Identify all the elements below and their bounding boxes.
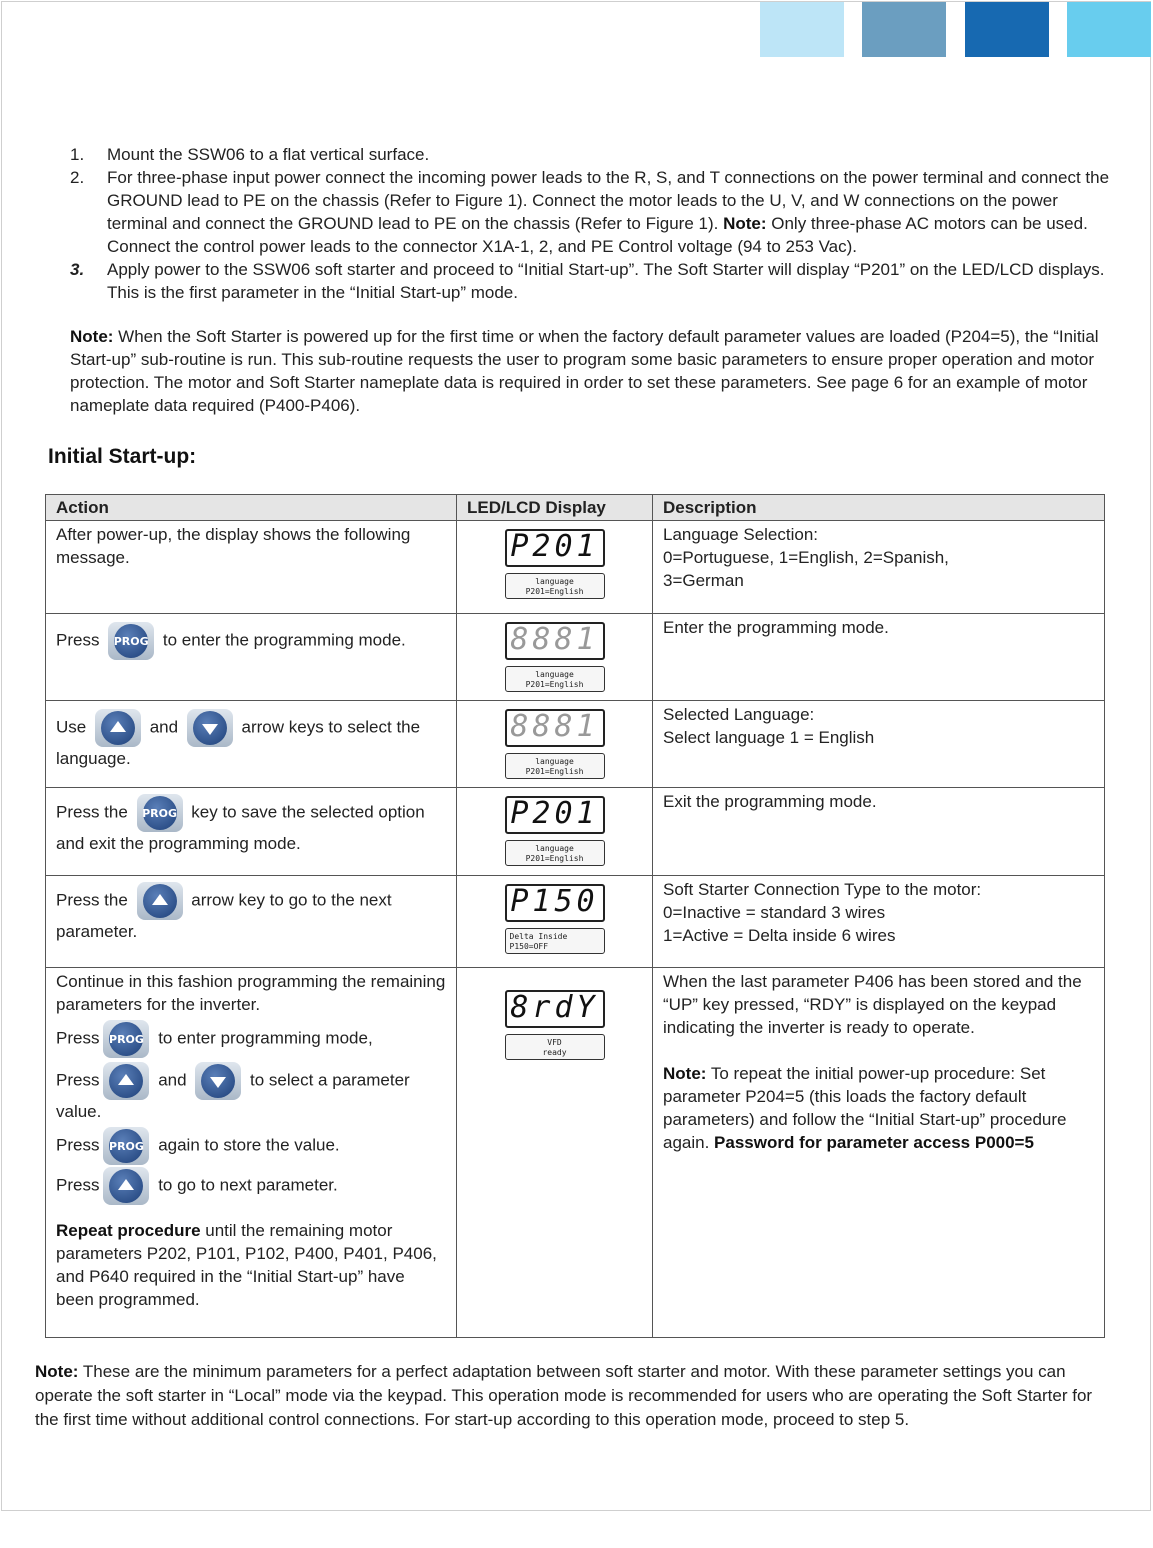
step-number: 3.: [70, 260, 85, 279]
description-line: Soft Starter Connection Type to the motor:: [663, 880, 982, 899]
lcd-line: P201=English: [525, 680, 584, 689]
display-cell: [457, 614, 653, 701]
action-cell: [46, 968, 457, 1338]
led-text: 8rdY: [510, 990, 599, 1025]
action-text: Press the: [56, 890, 133, 910]
action-line: [56, 1127, 446, 1165]
prog-key-label: PROG: [109, 1129, 143, 1163]
action-text: After power-up, the display shows the following message.: [56, 525, 411, 567]
prog-key-label: PROG: [114, 624, 148, 658]
note-label: Note:: [70, 327, 114, 346]
action-text: Use: [56, 717, 91, 737]
description-cell: [653, 614, 1105, 701]
action-cell: [46, 788, 457, 876]
action-text: Press: [56, 1070, 100, 1090]
step-item: [70, 166, 1120, 258]
step-list: [70, 143, 1120, 304]
lcd-display: [505, 840, 605, 866]
step-number: 2.: [70, 168, 85, 187]
note-label: Note:: [35, 1362, 79, 1381]
description-cell: [653, 788, 1105, 876]
lcd-line: P150=OFF: [509, 942, 549, 951]
section-title: Initial Start-up:: [48, 445, 197, 468]
action-line: [56, 1062, 446, 1123]
description-note: [663, 1062, 1094, 1154]
action-text: Press: [56, 1028, 100, 1048]
step-text: For three-phase input power connect the incoming power leads to the R, S, and T connections on the power terminal and connect the GROUND lead to PE on the chassis (Refer to Figure 1). Connect the motor leads to the U, V, and W connections on the power terminal and connect the GROUND lead to PE on the chassis (Refer to Figure 1).: [107, 168, 1110, 233]
lcd-display: [505, 573, 605, 599]
lcd-line: language: [535, 844, 574, 853]
action-text: arrow key to go to the next parameter.: [56, 890, 392, 941]
note-text: When the Soft Starter is powered up for the first time or when the factory default parameter values are loaded (P204=5), the “Initial Start-up” sub-routine is run. This sub-routine requests the user to program some basic parameters to ensure proper operation and motor protection. The motor and Soft Starter nameplate data is required in order to set these parameters. See page 6 for an example of motor nameplate data required (P400-P406).: [70, 327, 1099, 415]
lcd-line: P201=English: [525, 587, 584, 596]
up-arrow-key-icon: [103, 1167, 149, 1205]
description-line: Select language 1 = English: [663, 728, 875, 747]
description-line: Enter the programming mode.: [663, 618, 889, 637]
step-text: Only three-phase AC motors can be used. Connect the control power leads to the connector X1A-1, 2, and PE Control voltage (94 to 253 Vac).: [107, 214, 1088, 256]
action-text: Continue in this fashion programming the remaining parameters for the inverter.: [56, 972, 446, 1014]
description-cell: [653, 876, 1105, 968]
table-row: [46, 968, 1105, 1338]
action-text: Press the: [56, 802, 133, 822]
password-note: Password for parameter access P000=5: [714, 1133, 1034, 1152]
lcd-line: language: [535, 757, 574, 766]
action-text: to enter the programming mode.: [158, 630, 406, 650]
action-text: Press: [56, 1175, 100, 1195]
led-display: 8881: [505, 622, 605, 660]
description-line: 3=German: [663, 571, 744, 590]
description-line: Exit the programming mode.: [663, 792, 877, 811]
led-display: [505, 990, 605, 1028]
prog-key-icon: [137, 794, 183, 832]
header-swatch-1: [760, 2, 844, 57]
header-swatch-4: [1067, 2, 1151, 57]
table-row: [46, 701, 1105, 788]
prog-key-label: PROG: [143, 796, 177, 830]
header-swatch-2: [862, 2, 946, 57]
description-line: 0=Portuguese, 1=English, 2=Spanish,: [663, 548, 949, 567]
note-text: To repeat the initial power-up procedure: Set parameter P204=5 (this loads the factory default parameters) and follow the “Initial Start-up” procedure again.: [663, 1064, 1067, 1152]
step-text: Mount the SSW06 to a flat vertical surface.: [107, 145, 430, 164]
display-cell: [457, 521, 653, 614]
header-action: Action: [46, 495, 457, 521]
note-label: Note:: [723, 214, 767, 233]
description-line: Selected Language:: [663, 705, 815, 724]
action-text: Press: [56, 1135, 100, 1155]
table-row: [46, 876, 1105, 968]
action-cell: [46, 701, 457, 788]
startup-table: [45, 494, 1105, 1338]
action-text: key to save the selected option and exit the programming mode.: [56, 802, 425, 853]
up-arrow-key-icon: [137, 882, 183, 920]
table-row: [46, 521, 1105, 614]
lcd-line: Delta Inside: [509, 932, 568, 941]
action-cell: [46, 614, 457, 701]
action-text: and: [144, 717, 183, 737]
display-cell: [457, 968, 653, 1338]
description-cell: [653, 701, 1105, 788]
table-header-row: [46, 495, 1105, 521]
table-row: [46, 614, 1105, 701]
display-cell: [457, 788, 653, 876]
display-cell: [457, 876, 653, 968]
header-description: Description: [653, 495, 1105, 521]
intro-note: [70, 325, 1120, 417]
note-label: Note:: [663, 1064, 707, 1083]
up-arrow-key-icon: [95, 709, 141, 747]
description-cell: [653, 521, 1105, 614]
description-line: 0=Inactive = standard 3 wires: [663, 903, 886, 922]
action-line: [56, 1020, 446, 1058]
led-display: P201: [505, 796, 605, 834]
action-text: to go to next parameter.: [153, 1175, 338, 1195]
action-text: arrow keys to select the language.: [56, 717, 421, 768]
action-text: to select a parameter value.: [56, 1070, 410, 1121]
led-display: P150: [505, 884, 605, 922]
led-display: 8881: [505, 709, 605, 747]
action-text: until the remaining motor parameters P202, P101, P102, P400, P401, P406, and P640 required in the “Initial Start-up” have been programmed.: [56, 1221, 437, 1309]
lcd-display: [505, 1034, 605, 1060]
action-cell: [46, 521, 457, 614]
table-row: [46, 788, 1105, 876]
lcd-display: [505, 928, 605, 954]
header-swatch-3: [965, 2, 1049, 57]
lcd-line: ready: [542, 1048, 567, 1057]
description-line: 1=Active = Delta inside 6 wires: [663, 926, 896, 945]
action-text: and: [153, 1070, 192, 1090]
prog-key-label: PROG: [109, 1022, 143, 1056]
description-line: Language Selection:: [663, 525, 819, 544]
lcd-display: [505, 753, 605, 779]
repeat-procedure: [56, 1219, 446, 1311]
step-item: [70, 258, 1120, 304]
action-text: Press: [56, 630, 105, 650]
note-text: These are the minimum parameters for a perfect adaptation between soft starter and motor. With these parameter settings you can operate the soft starter in “Local” mode via the keypad. This operation mode is recommended for users who are operating the Soft Starter for the first time without additional control connections. For start-up according to this operation mode, proceed to step 5.: [35, 1362, 1093, 1429]
prog-key-icon: [103, 1020, 149, 1058]
lcd-line: language: [535, 577, 574, 586]
prog-key-icon: [108, 622, 154, 660]
action-text: again to store the value.: [153, 1135, 340, 1155]
bottom-note: [35, 1360, 1115, 1432]
header-display: LED/LCD Display: [457, 495, 653, 521]
prog-key-icon: [103, 1127, 149, 1165]
action-cell: [46, 876, 457, 968]
lcd-line: P201=English: [525, 854, 584, 863]
lcd-display: [505, 666, 605, 692]
step-text: Apply power to the SSW06 soft starter and proceed to “Initial Start-up”. The Soft Starter will display “P201” on the LED/LCD displays. This is the first parameter in the “Initial Start-up” mode.: [107, 260, 1105, 302]
led-display: P201: [505, 529, 605, 567]
lcd-line: P201=English: [525, 767, 584, 776]
down-arrow-key-icon: [187, 709, 233, 747]
down-arrow-key-icon: [195, 1062, 241, 1100]
action-line: [56, 1167, 446, 1205]
lcd-line: language: [535, 670, 574, 679]
lcd-line: VFD: [547, 1038, 562, 1047]
description-text: When the last parameter P406 has been stored and the “UP” key pressed, “RDY” is displayed on the keypad indicating the inverter is ready to operate.: [663, 972, 1082, 1037]
action-text: to enter programming mode,: [153, 1028, 373, 1048]
up-arrow-key-icon: [103, 1062, 149, 1100]
step-item: [70, 143, 1120, 166]
repeat-label: Repeat procedure: [56, 1221, 201, 1240]
step-number: 1.: [70, 145, 85, 164]
display-cell: [457, 701, 653, 788]
description-cell: [653, 968, 1105, 1338]
